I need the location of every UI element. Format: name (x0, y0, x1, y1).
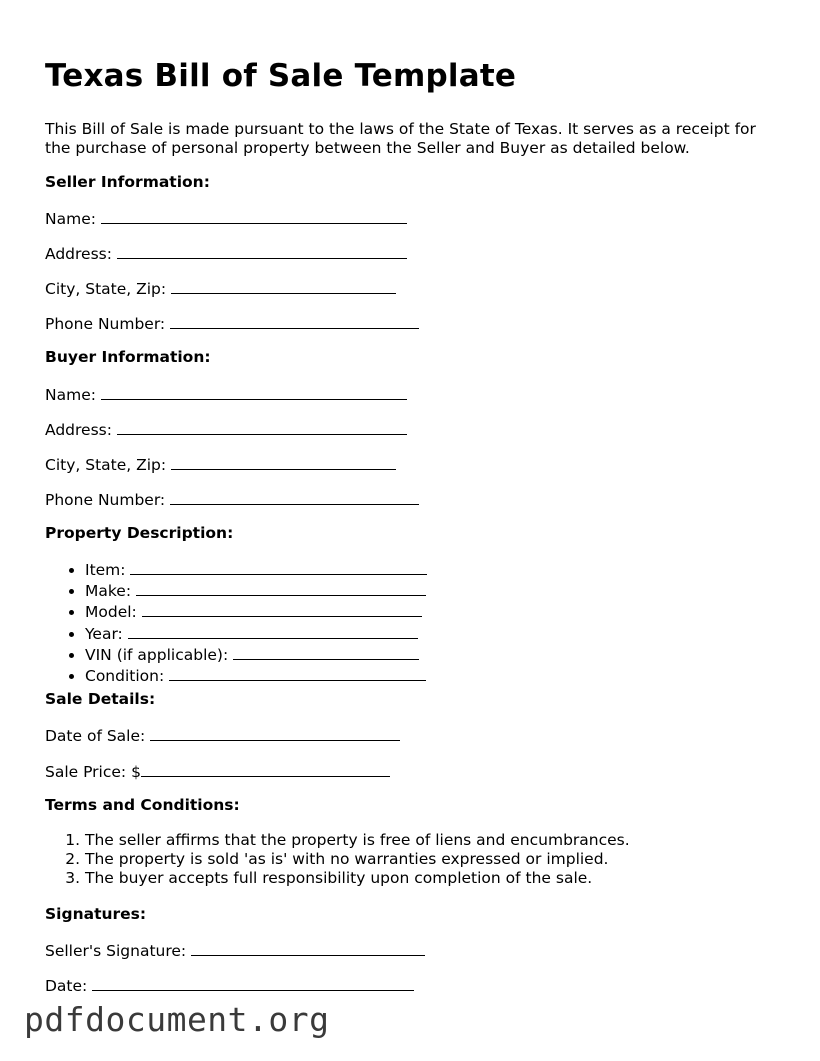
seller-name-label: Name: (45, 210, 96, 228)
buyer-address-blank[interactable] (117, 419, 407, 435)
buyer-city-field[interactable] (45, 454, 396, 474)
watermark: pdfdocument.org (24, 1000, 330, 1039)
terms-list (45, 831, 630, 889)
signature-date-label: Date: (45, 977, 88, 995)
seller-city-label: City, State, Zip: (45, 280, 167, 298)
buyer-phone-field[interactable] (45, 489, 419, 509)
property-model[interactable]: • Model: (85, 601, 427, 622)
seller-city-blank[interactable] (171, 278, 396, 294)
signature-date-field[interactable] (45, 975, 414, 995)
buyer-heading: Buyer Information: (45, 348, 211, 366)
terms-heading: Terms and Conditions: (45, 796, 240, 814)
sale-date-label: Date of Sale: (45, 727, 146, 745)
buyer-city-blank[interactable] (171, 454, 396, 470)
seller-phone-blank[interactable] (170, 313, 419, 329)
sale-heading: Sale Details: (45, 690, 156, 708)
sale-date-field[interactable] (45, 725, 400, 745)
property-year-blank[interactable] (128, 623, 418, 639)
property-make-blank[interactable] (136, 580, 426, 596)
signatures-heading: Signatures: (45, 905, 147, 923)
property-make[interactable]: • Make: (85, 580, 427, 601)
property-condition[interactable]: • Condition: (85, 665, 427, 686)
term-item: 1. The seller affirms that the property is free of liens and encumbrances. (85, 831, 630, 850)
property-vin[interactable]: • VIN (if applicable): (85, 644, 427, 665)
seller-address-blank[interactable] (117, 243, 407, 259)
seller-name-field[interactable] (45, 208, 407, 228)
buyer-address-field[interactable] (45, 419, 407, 439)
property-item-blank[interactable] (130, 559, 427, 575)
property-heading: Property Description: (45, 524, 234, 542)
buyer-address-label: Address: (45, 421, 112, 439)
sale-date-blank[interactable] (150, 725, 400, 741)
buyer-name-field[interactable] (45, 384, 407, 404)
property-condition-blank[interactable] (169, 665, 426, 681)
buyer-phone-blank[interactable] (170, 489, 419, 505)
term-item: 2. The property is sold 'as is' with no warranties expressed or implied. (85, 850, 630, 869)
page-title: Texas Bill of Sale Template (45, 58, 517, 94)
property-year[interactable]: • Year: (85, 623, 427, 644)
seller-signature-label: Seller's Signature: (45, 942, 187, 960)
seller-city-field[interactable] (45, 278, 396, 298)
seller-name-blank[interactable] (101, 208, 407, 224)
seller-signature-field[interactable] (45, 940, 425, 960)
seller-phone-field[interactable] (45, 313, 419, 333)
seller-address-field[interactable] (45, 243, 407, 263)
property-vin-blank[interactable] (233, 644, 419, 660)
property-item[interactable]: • Item: (85, 559, 427, 580)
buyer-name-blank[interactable] (101, 384, 407, 400)
seller-signature-blank[interactable] (191, 940, 425, 956)
term-item: 3. The buyer accepts full responsibility upon completion of the sale. (85, 869, 630, 888)
buyer-name-label: Name: (45, 386, 96, 404)
seller-phone-label: Phone Number: (45, 315, 166, 333)
sale-price-blank[interactable] (141, 761, 390, 777)
sale-price-label: Sale Price: $ (45, 763, 141, 781)
buyer-city-label: City, State, Zip: (45, 456, 167, 474)
property-list (45, 559, 427, 686)
seller-address-label: Address: (45, 245, 112, 263)
seller-heading: Seller Information: (45, 173, 210, 191)
sale-price-field[interactable] (45, 761, 390, 781)
signature-date-blank[interactable] (92, 975, 414, 991)
intro-paragraph: This Bill of Sale is made pursuant to the laws of the State of Texas. It serves as a receipt for the purchase of personal property between the Seller and Buyer as detailed below. (45, 120, 756, 157)
property-model-blank[interactable] (142, 601, 422, 617)
buyer-phone-label: Phone Number: (45, 491, 166, 509)
